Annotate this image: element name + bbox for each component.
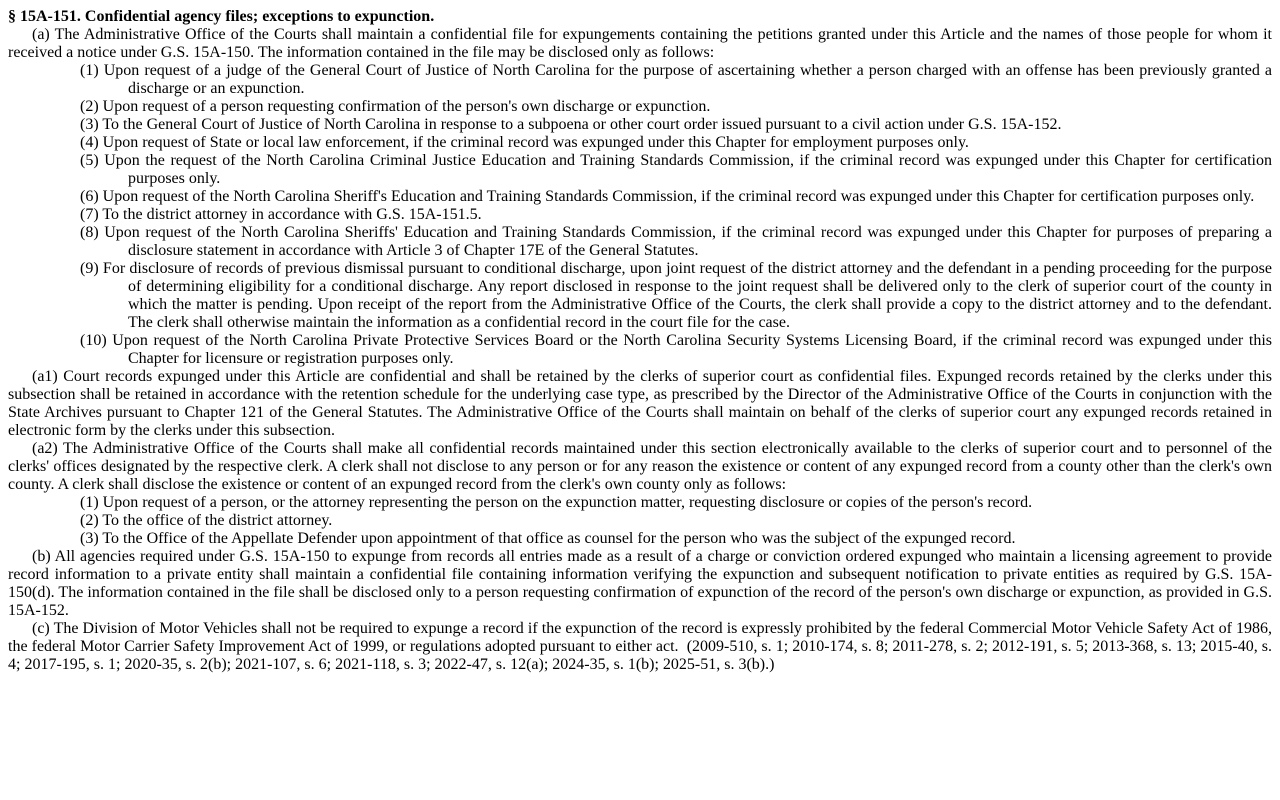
subsection-a: (a) The Administrative Office of the Courts shall maintain a confidential file for expungements containing the petitions granted under this Article and the names of those people for whom it received a notice under G.S. 15A-150. The information contained in the file may be disclosed only as follows: — [8, 26, 1272, 61]
subsection-a-item-8: (8) Upon request of the North Carolina Sheriffs' Education and Training Standards Commission, if the criminal record was expunged under this Chapter for purposes of preparing a disclosure statement in accordance with Article 3 of Chapter 17E of the General Statutes. — [80, 224, 1272, 259]
subsection-a-item-4: (4) Upon request of State or local law enforcement, if the criminal record was expunged under this Chapter for employment purposes only. — [80, 134, 969, 151]
subsection-a2-item-2: (2) To the office of the district attorney. — [80, 512, 333, 529]
subsection-a1: (a1) Court records expunged under this Article are confidential and shall be retained by the clerks of superior court as confidential files. Expunged records retained by the clerks under this subsection shall be retained in accordance with the retention schedule for the underlying case type, as prescribed by the Director of the Administrative Office of the Courts in conjunction with the State Archives pursuant to Chapter 121 of the General Statutes. The Administrative Office of the Courts shall maintain on behalf of the clerks of superior court any expunged records retained in electronic form by the clerks under this subsection. — [8, 368, 1272, 439]
subsection-a-item-9: (9) For disclosure of records of previous dismissal pursuant to conditional discharge, upon joint request of the district attorney and the defendant in a pending proceeding for the purpose of determining eligibility for a conditional discharge. Any report disclosed in response to the joint request shall be delivered only to the clerk of superior court of the county in which the matter is pending. Upon receipt of the report from the Administrative Office of the Courts, the clerk shall provide a copy to the district attorney and to the defendant. The clerk shall otherwise maintain the information as a confidential record in the court file for the case. — [80, 260, 1272, 331]
subsection-a-item-6: (6) Upon request of the North Carolina Sheriff's Education and Training Standards Commission, if the criminal record was expunged under this Chapter for certification purposes only. — [80, 188, 1255, 205]
subsection-a-item-10: (10) Upon request of the North Carolina Private Protective Services Board or the North Carolina Security Systems Licensing Board, if the criminal record was expunged under this Chapter for licensure or registration purposes only. — [80, 332, 1272, 367]
subsection-a2-item-3: (3) To the Office of the Appellate Defender upon appointment of that office as counsel for the person who was the subject of the expunged record. — [80, 530, 1016, 547]
section-heading: § 15A-151. Confidential agency files; exceptions to expunction. — [8, 8, 435, 25]
subsection-c — [8, 620, 1272, 674]
statute-document — [8, 8, 1272, 674]
subsection-a-item-2: (2) Upon request of a person requesting confirmation of the person's own discharge or expunction. — [80, 98, 711, 115]
subsection-c-text: (c) The Division of Motor Vehicles shall not be required to expunge a record if the expunction of the record is expressly prohibited by the federal Commercial Motor Vehicle Safety Act of 1986, the federal Motor Carrier Safety Improvement Act of 1999, or regulations adopted pursuant to either act. — [8, 620, 1272, 655]
subsection-a2-item-1: (1) Upon request of a person, or the attorney representing the person on the expunction matter, requesting disclosure or copies of the person's record. — [80, 494, 1033, 511]
subsection-a-item-3: (3) To the General Court of Justice of North Carolina in response to a subpoena or other court order issued pursuant to a civil action under G.S. 15A-152. — [80, 116, 1062, 133]
subsection-a2: (a2) The Administrative Office of the Courts shall make all confidential records maintained under this section electronically available to the clerks of superior court and to personnel of the clerks' offices designated by the respective clerk. A clerk shall not disclose to any person or for any reason the existence or content of any expunged record from a county other than the clerk's own county. A clerk shall disclose the existence or content of an expunged record from the clerk's own county only as follows: — [8, 440, 1272, 493]
subsection-a-item-1: (1) Upon request of a judge of the General Court of Justice of North Carolina for the purpose of ascertaining whether a person charged with an offense has been previously granted a discharge or an expunction. — [80, 62, 1272, 97]
session-law-history: (2009-510, s. 1; 2010-174, s. 8; 2011-278, s. 2; 2012-191, s. 5; 2013-368, s. 13; 2015-40, s. 4; 2017-195, s. 1; 2020-35, s. 2(b); 2021-107, s. 6; 2021-118, s. 3; 2022-47, s. 12(a); 2024-35, s. 1(b); 2025-51, s. 3(b).) — [8, 638, 1273, 673]
subsection-b: (b) All agencies required under G.S. 15A-150 to expunge from records all entries made as a result of a charge or conviction ordered expunged who maintain a licensing agreement to provide record information to a private entity shall maintain a confidential file containing information verifying the expunction and subsequent notification to private entities as required by G.S. 15A-150(d). The information contained in the file shall be disclosed only to a person requesting confirmation of expunction of the record of the person's own discharge or expunction, as provided in G.S. 15A-152. — [8, 548, 1272, 619]
subsection-a-item-5: (5) Upon the request of the North Carolina Criminal Justice Education and Training Standards Commission, if the criminal record was expunged under this Chapter for certification purposes only. — [80, 152, 1272, 187]
subsection-a-item-7: (7) To the district attorney in accordance with G.S. 15A-151.5. — [80, 206, 482, 223]
